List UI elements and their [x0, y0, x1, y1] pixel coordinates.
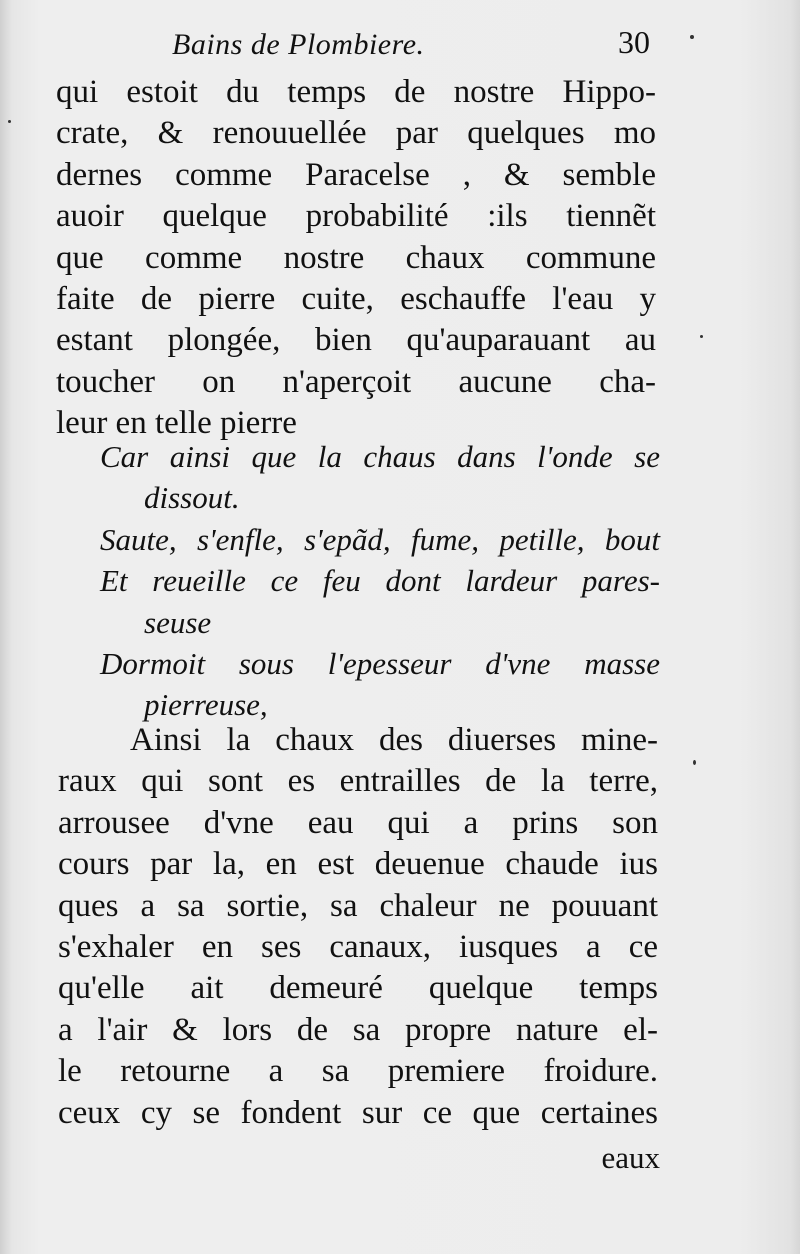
- text-line: cours par la, en est deuenue chaude ius: [58, 846, 658, 883]
- verse-line: seuse: [144, 604, 212, 640]
- verse-quotation: [100, 436, 660, 726]
- text-line: a l'air & lors de sa propre nature el-: [58, 1011, 658, 1048]
- paragraph: [58, 720, 658, 1134]
- text-line: leur en telle pierre: [56, 405, 297, 442]
- text-line: arrousee d'vne eau qui a prins son: [58, 804, 658, 841]
- body-text: [56, 72, 656, 445]
- ink-speck: [700, 335, 703, 338]
- verse-line: dissout.: [144, 480, 240, 516]
- text-line: faite de pierre cuite, eschauffe l'eau y: [56, 280, 656, 317]
- ink-speck: [693, 760, 696, 765]
- text-line: auoir quelque probabilité :ils tiennẽt: [56, 198, 656, 235]
- ink-speck: [8, 120, 11, 123]
- text-line: crate, & renouuellée par quelques mo: [56, 115, 656, 152]
- page-number: 30: [618, 24, 650, 60]
- text-line: ceux cy se fondent sur ce que certaines: [58, 1094, 658, 1131]
- text-line: s'exhaler en ses canaux, iusques a ce: [58, 928, 658, 965]
- text-line: ques a sa sortie, sa chaleur ne pouuant: [58, 887, 658, 924]
- text-line: estant plongée, bien qu'auparauant au: [56, 322, 656, 359]
- text-line: qu'elle ait demeuré quelque temps: [58, 970, 658, 1007]
- text-line: raux qui sont es entrailles de la terre,: [58, 763, 658, 800]
- text-line: toucher on n'aperçoit aucune cha-: [56, 363, 656, 400]
- ink-speck: [690, 35, 694, 39]
- verse-line: Car ainsi que la chaus dans l'onde se: [100, 439, 660, 474]
- verse-line: Saute, s'enfle, s'epãd, fume, petille, bout: [100, 521, 660, 557]
- text-line: que comme nostre chaux commune: [56, 239, 656, 276]
- page-header: [160, 20, 660, 70]
- text-line: dernes comme Paracelse , & semble: [56, 156, 656, 193]
- verse-line: Dormoit sous l'epesseur d'vne masse: [100, 645, 660, 681]
- text-line: le retourne a sa premiere froidure.: [58, 1053, 658, 1090]
- catchword: eaux: [601, 1140, 660, 1175]
- running-head: Bains de Plombiere.: [172, 28, 425, 61]
- verse-line: Et reueille ce feu dont lardeur pares-: [100, 563, 660, 599]
- text-line: qui estoit du temps de nostre Hippo-: [56, 74, 656, 110]
- verse-line: pierreuse,: [144, 687, 268, 723]
- text-line: Ainsi la chaux des diuerses mine-: [130, 722, 658, 758]
